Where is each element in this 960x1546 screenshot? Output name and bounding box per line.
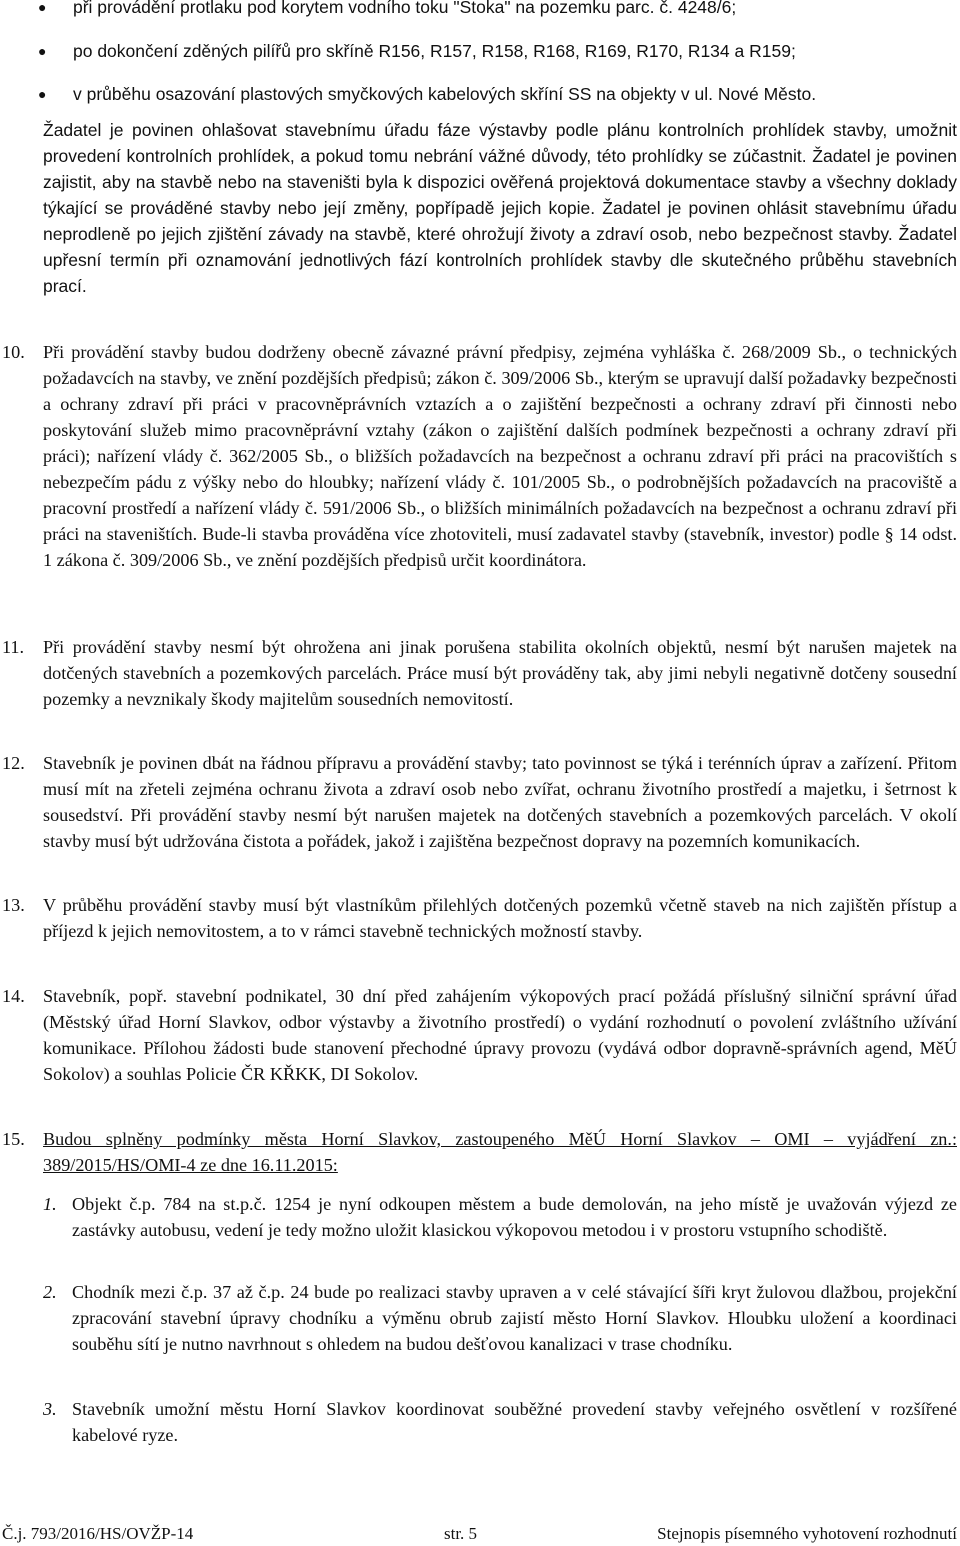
bullet-icon: ● (38, 43, 47, 59)
item-number: 13. (2, 895, 25, 915)
bullet-text: v průběhu osazování plastových smyčkových kabelových skříní SS na objekty v ul. Nové Město. (73, 84, 817, 104)
footer-page-number: str. 5 (444, 1524, 478, 1543)
item-text: Při provádění stavby nesmí být ohrožena ani jinak porušena stabilita okolních objektů, nesmí být narušen majetek na dotčených stavebních a pozemkových parcelách. Práce musí být prováděny tak, aby jimi nebyli negativně dotčeny sousední pozemky a nevznikaly škody majitelům sousedních nemovitostí. (43, 637, 957, 709)
subitem-text: Objekt č.p. 784 na st.p.č. 1254 je nyní odkoupen městem a bude demolován, na jeho místě je uvažován výjezd ze zastávky autobusu, vedení je tedy možno uložit klasickou výkopovou metodou i v prostoru vstupního schodiště. (72, 1194, 957, 1240)
item-text: Stavebník, popř. stavební podnikatel, 30 dní před zahájením výkopových prací požádá příslušný silniční správní úřad (Městský úřad Horní Slavkov, odbor výstavby a životního prostředí) o vydání rozhodnutí o povolení zvláštního užívání komunikace. Přílohou žádosti bude stanovení přechodné úpravy provozu (vydává odbor dopravně-správních agend, MěÚ Sokolov) a souhlas Policie ČR KŘKK, DI Sokolov. (43, 986, 957, 1084)
subitem-text: Chodník mezi č.p. 37 až č.p. 24 bude po realizaci stavby upraven a v celé stávající šíři kryt žulovou dlažbou, projekční zpracování stavební úpravy chodníku a výměnu obrub zajistí město Horní Slavkov. Hloubku uložení a koordinaci souběhu sítí je nutno navrhnout s ohledem na budou dešťovou kanalizaci v trase chodníku. (72, 1282, 957, 1354)
applicant-obligations-paragraph: Žadatel je povinen ohlašovat stavebnímu úřadu fáze výstavby podle plánu kontrolních prohlídek stavby, umožnit provedení kontrolních prohlídek, a pokud tomu nebrání vážné důvody, této prohlídky se zúčastnit. Žadatel je povinen zajistit, aby na stavbě nebo na staveništi byla k dispozici ověřená projektová dokumentace stavby a všechny doklady týkající se prováděné stavby nebo její změny, popřípadě jejich kopie. Žadatel je povinen ohlásit stavebnímu úřadu neprodleně po jejich zjištění závady na stavbě, které ohrožují životy a zdraví osob, nebo bezpečnost stavby. Žadatel upřesní termín při oznamování jednotlivých fází kontrolních prohlídek stavby dle skutečného průběhu stavebních prací. (43, 120, 957, 296)
item-number: 14. (2, 986, 25, 1006)
bullet-text: po dokončení zděných pilířů pro skříně R156, R157, R158, R168, R169, R170, R134 a R159; (73, 41, 796, 61)
subitem-number: 3. (43, 1399, 57, 1419)
page-footer (0, 1523, 960, 1545)
subitem-text: Stavebník umožní městu Horní Slavkov koordinovat souběžné provedení stavby veřejného osvětlení v rozšířené kabelové ryze. (72, 1399, 957, 1445)
item-number: 12. (2, 753, 25, 773)
bullet-item (0, 38, 960, 64)
subitem-number: 2. (43, 1282, 57, 1302)
item-text: Při provádění stavby budou dodrženy obecně závazné právní předpisy, zejména vyhláška č. 268/2009 Sb., o technických požadavcích na stavby, ve znění pozdějších předpisů; zákon č. 309/2006 Sb., kterým se upravují další požadavky bezpečnosti a ochrany zdraví při práci v pracovněprávních vztazích a o zajištění bezpečnosti a ochrany zdraví při činnosti nebo poskytování služeb mimo pracovněprávní vztahy (zákon o zajištění dalších podmínek bezpečnosti a ochrany zdraví při práci); nařízení vlády č. 362/2005 Sb., o bližších požadavcích na bezpečnost a ochranu zdraví při práci na pracovištích s nebezpečím pádu z výšky nebo do hloubky; nařízení vlády č. 101/2005 Sb., o podrobnějších požadavcích na pracoviště a pracovní prostředí a nařízení vlády č. 591/2006 Sb., o bližších minimálních požadavcích na bezpečnost a ochranu zdraví při práci na staveništích. Bude-li stavba prováděna více zhotoviteli, musí zadavatel stavby (stavebník, investor) podle § 14 odst. 1 zákona č. 309/2006 Sb., ve znění pozdějších předpisů určit koordinátora. (43, 342, 957, 570)
bullet-icon: ● (38, 0, 47, 15)
bullet-icon: ● (38, 86, 47, 102)
item-text: Stavebník je povinen dbát na řádnou přípravu a provádění stavby; tato povinnost se týká i terénních úprav a zařízení. Přitom musí mít na zřeteli zejména ochranu života a zdraví osob nebo zvířat, ochranu životního prostředí a majetku, i šetrnost k sousedství. Při provádění stavby nesmí být narušen majetek na dotčených stavebních a pozemkových parcelách. V okolí stavby musí být udržována čistota a pořádek, jakož i zajištěna bezpečnost dopravy na pozemních komunikacích. (43, 753, 957, 851)
subitem-number: 1. (43, 1194, 57, 1214)
item-number: 11. (2, 637, 25, 657)
footer-copy-note: Stejnopis písemného vyhotovení rozhodnutí (657, 1524, 957, 1543)
item-number: 15. (2, 1129, 25, 1149)
footer-reference-number: Č.j. 793/2016/HS/OVŽP-14 (2, 1524, 194, 1543)
item-text-underlined: Budou splněny podmínky města Horní Slavkov, zastoupeného MěÚ Horní Slavkov – OMI – vyjádření zn.: 389/2015/HS/OMI-4 ze dne 16.11.2015: (43, 1129, 957, 1175)
item-number: 10. (2, 342, 25, 362)
bullet-text: při provádění protlaku pod korytem vodního toku "Stoka" na pozemku parc. č. 4248/6; (73, 0, 737, 17)
item-text: V průběhu provádění stavby musí být vlastníkům přilehlých dotčených pozemků včetně staveb na nich zajištěn přístup a příjezd k jejich nemovitostem, a to v rámci stavebně technických možností stavby. (43, 895, 957, 941)
bullet-item (0, 81, 960, 107)
bullet-item (0, 0, 960, 20)
